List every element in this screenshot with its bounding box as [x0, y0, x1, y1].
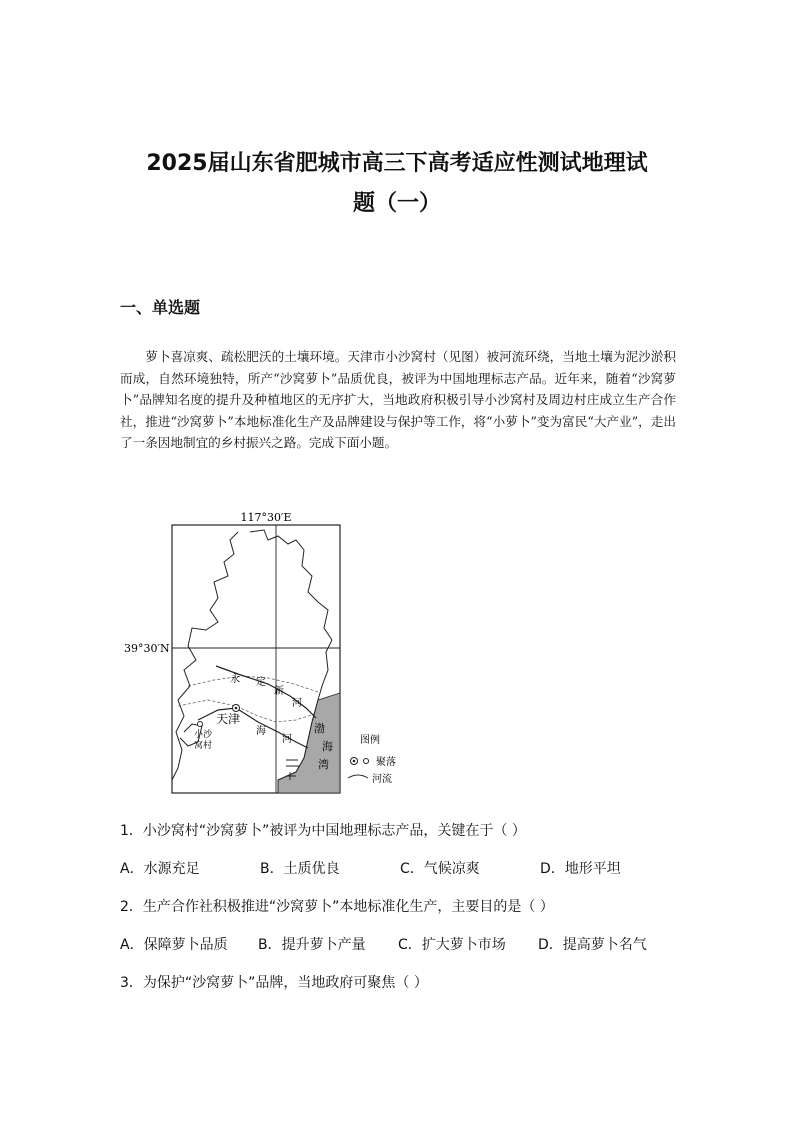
q1-option-b[interactable]: B．土质优良 [260, 861, 340, 877]
river1-char-2: 定 [256, 677, 266, 688]
legend-settlement: 聚落 [376, 757, 396, 768]
village-label-1: 小沙 [194, 730, 213, 740]
village-label-2: 窝村 [194, 741, 213, 751]
q1-option-c[interactable]: C．气候凉爽 [400, 861, 480, 877]
legend-village-symbol [364, 759, 369, 764]
sea-char-3: 湾 [318, 758, 329, 771]
q1-option-d[interactable]: D．地形平坦 [540, 861, 621, 877]
legend-title: 图例 [360, 735, 380, 746]
section-heading: 一、单选题 [120, 298, 201, 317]
xiaoshawo-village-marker [198, 722, 203, 727]
q2-option-d[interactable]: D．提高萝卜名气 [538, 937, 647, 953]
river2-char-1: 海 [256, 726, 266, 737]
document-title-line-1: 2025届山东省肥城市高三下高考适应性测试地理试 [146, 151, 648, 176]
sea-char-1: 渤 [314, 722, 325, 735]
river1-char-1: 永 [230, 674, 240, 685]
q2-option-b[interactable]: B．提升萝卜产量 [258, 937, 366, 953]
legend-river: 河流 [372, 774, 392, 785]
question-3: 3．为保护“沙窝萝卜”品牌，当地政府可聚焦（ ） [120, 975, 428, 991]
q1-option-a[interactable]: A．水源充足 [120, 861, 200, 877]
legend-river-symbol [348, 775, 368, 778]
city-label: 天津 [216, 712, 241, 726]
q2-option-a[interactable]: A．保障萝卜品质 [120, 937, 228, 953]
reading-passage: 萝卜喜凉爽、疏松肥沃的土壤环境。天津市小沙窝村（见图）被河流环绕，当地土壤为泥沙淤积而成，自然环境独特，所产“沙窝萝卜”品质优良，被评为中国地理标志产品。近年来，随着“沙窝萝卜”品牌知名度的提升及种植地区的无序扩大，当地政府积极引导小沙窝村及周边村庄成立生产合作社，推进“沙窝萝卜”本地标准化生产及品牌建设与保护等工作，将“小萝卜”变为富民“大产业”，走出了一条因地制宜的乡村振兴之路。完成下面小题。 [120, 349, 676, 451]
river1-char-4: 河 [292, 698, 302, 709]
latitude-label: 39°30′N [124, 642, 170, 655]
tianjin-map [118, 510, 418, 800]
question-2: 2．生产合作社积极推进“沙窝萝卜”本地标准化生产，主要目的是（ ） [120, 899, 554, 915]
sea-char-2: 海 [322, 740, 333, 753]
longitude-label: 117°30′E [240, 511, 292, 524]
river1-char-3: 新 [274, 686, 284, 697]
q2-option-c[interactable]: C．扩大萝卜市场 [398, 937, 506, 953]
document-title-line-2: 题（一） [352, 191, 441, 216]
question-1: 1．小沙窝村“沙窝萝卜”被评为中国地理标志产品，关键在于（ ） [120, 823, 526, 839]
river2-char-2: 河 [282, 734, 292, 745]
